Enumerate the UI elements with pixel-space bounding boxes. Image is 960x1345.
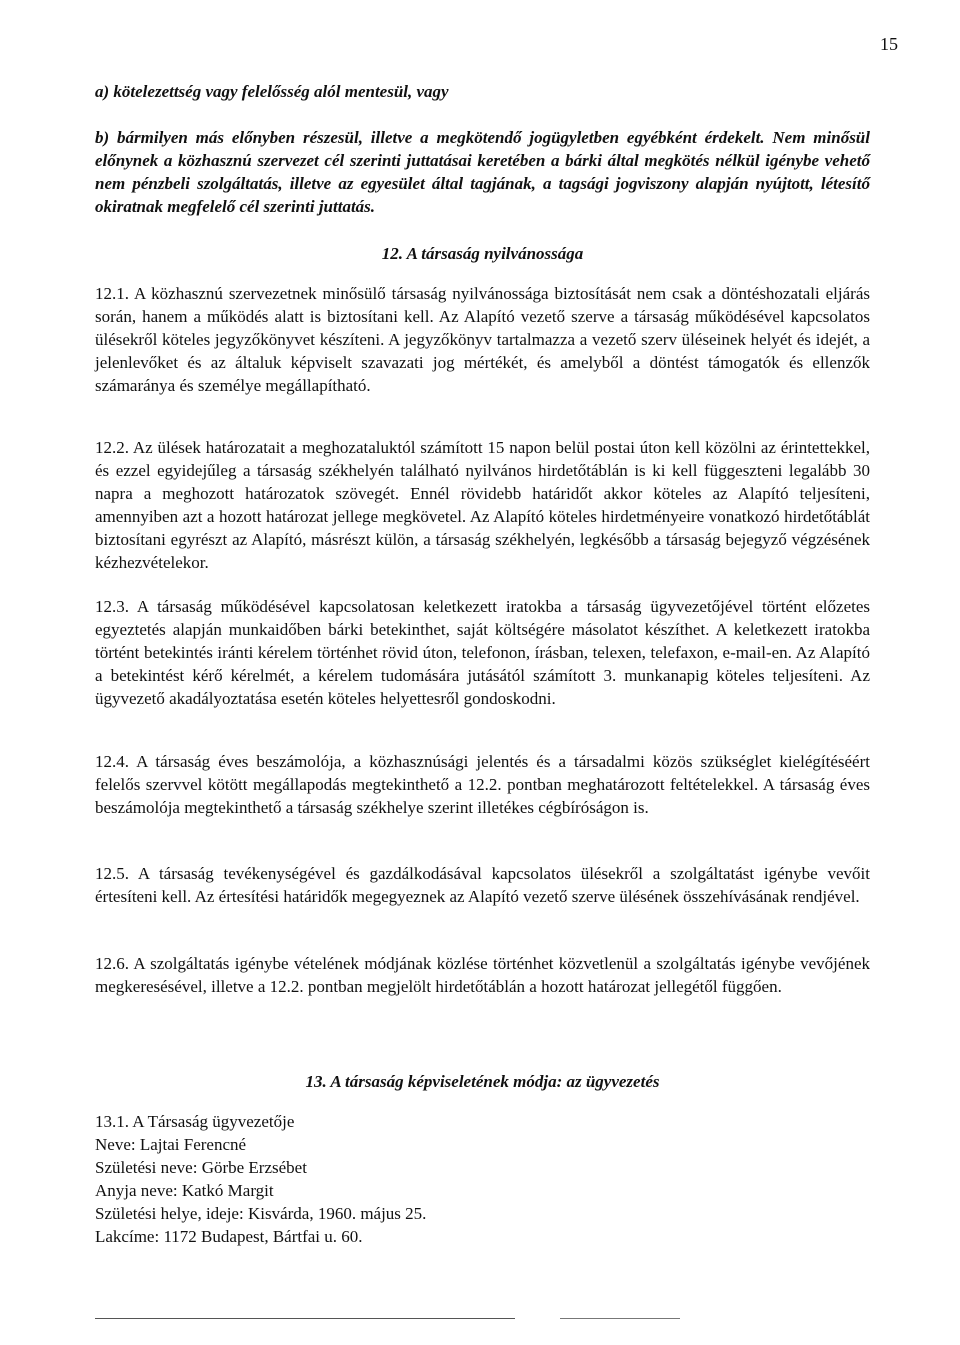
item-b: b) bármilyen más előnyben részesül, illetve a megkötendő jogügyletben egyébként érdekelt. Nem minősül előnynek a közhasznú szervezet cél szerinti juttatásai keretében a bárki által megkötés nélkül igénybe vehető nem pénzbeli szolgáltatás, illetve az egyesület által tagjának, a tagsági jogviszony alapján nyújtott, létesítő okiratnak megfelelő cél szerinti juttatás. <box>95 128 870 216</box>
manager-birth-place-date: Születési helye, ideje: Kisvárda, 1960. május 25. <box>95 1204 427 1223</box>
item-a: a) kötelezettség vagy felelősség alól mentesül, vagy <box>95 82 449 101</box>
paragraph-12-2: 12.2. Az ülések határozatait a meghozataluktól számított 15 napon belül postai úton kell közölni az érintettekkel, és ezzel egyidejűleg a társaság székhelyén található nyilvános hirdetőtáblán is ki kell függeszteni legalább 30 napra a meghozott határozatok szövegét. Ennél rövidebb határidőt akkor köteles az Alapító teljesíteni, amennyiben azt a hozott határozat jellege megkövetel. Az Alapító köteles hirdetményeire vonatkozó hirdetőtáblát biztosítani egyrészt az Alapító, másrészt külön, a társaság székhelyén, legkésőbb a társaság bejegyző végzésének kézhezvételekor. <box>95 438 870 572</box>
manager-name: Neve: Lajtai Ferencné <box>95 1135 247 1154</box>
page-number: 15 <box>880 34 898 54</box>
footer-divider-short <box>560 1318 680 1319</box>
paragraph-12-3: 12.3. A társaság működésével kapcsolatosan keletkezett iratokba a társaság ügyvezetőjével történt előzetes egyeztetés alapján munkaidőben bárki betekinthet, saját költségére másolatot készíthet. A keletkezett iratokba történt betekintés iránti kérelem történhet rövid úton, telefonon, írásban, telexen, telefaxon, e-mail-en. Az Alapító a betekintést kérő kérelmét, a kérelem tudomására jutásától számított 3. munkanapig köteles teljesíteni. Az ügyvezető akadályoztatása esetén köteles helyettesről gondoskodni. <box>95 597 870 708</box>
manager-heading: 13.1. A Társaság ügyvezetője <box>95 1112 295 1131</box>
manager-birth-name: Születési neve: Görbe Erzsébet <box>95 1158 307 1177</box>
paragraph-12-1: 12.1. A közhasznú szervezetnek minősülő társaság nyilvánossága biztosítását nem csak a döntéshozatali eljárás során, hanem a működés alatt is biztosítani kell. Az Alapító vezető szerve a társaság működésével kapcsolatos ülésekről köteles jegyzőkönyvet készíteni. A jegyzőkönyv tartalmazza a vezető szerv üléseinek helyét és idejét, a jelenlevőket és az általuk képviselt szavazati jog mértékét, és amelyből a döntést támogatók és ellenzők számaránya és személye megállapítható. <box>95 284 870 395</box>
paragraph-12-6: 12.6. A szolgáltatás igénybe vételének módjának közlése történhet közvetlenül a szolgáltatás igénybe vevőjének megkeresésével, illetve a 12.2. pontban megjelölt hirdetőtáblán a hozott határozat jellegétől függően. <box>95 954 870 996</box>
manager-details <box>95 1110 695 1248</box>
footer-divider <box>95 1318 515 1319</box>
manager-address: Lakcíme: 1172 Budapest, Bártfai u. 60. <box>95 1227 363 1246</box>
manager-mother-name: Anyja neve: Katkó Margit <box>95 1181 274 1200</box>
paragraph-12-5: 12.5. A társaság tevékenységével és gazdálkodásával kapcsolatos ülésekről a szolgáltatást igénybe vevőit értesíteni kell. Az értesítési határidők megegyeznek az Alapító vezető szerve ülésének összehívásának rendjével. <box>95 864 870 906</box>
paragraph-12-4: 12.4. A társaság éves beszámolója, a közhasznúsági jelentés és a társadalmi közös szükséglet kielégítéséért felelős szervvel kötött megállapodás megtekinthető a 12.2. pontban meghatározott feltételekkel. A társaság éves beszámolója megtekinthető a társaság székhelye szerint illetékes cégbíróságon is. <box>95 752 870 817</box>
section-12-title: 12. A társaság nyilvánossága <box>381 244 584 263</box>
section-13-title: 13. A társaság képviseletének módja: az ügyvezetés <box>305 1072 660 1091</box>
